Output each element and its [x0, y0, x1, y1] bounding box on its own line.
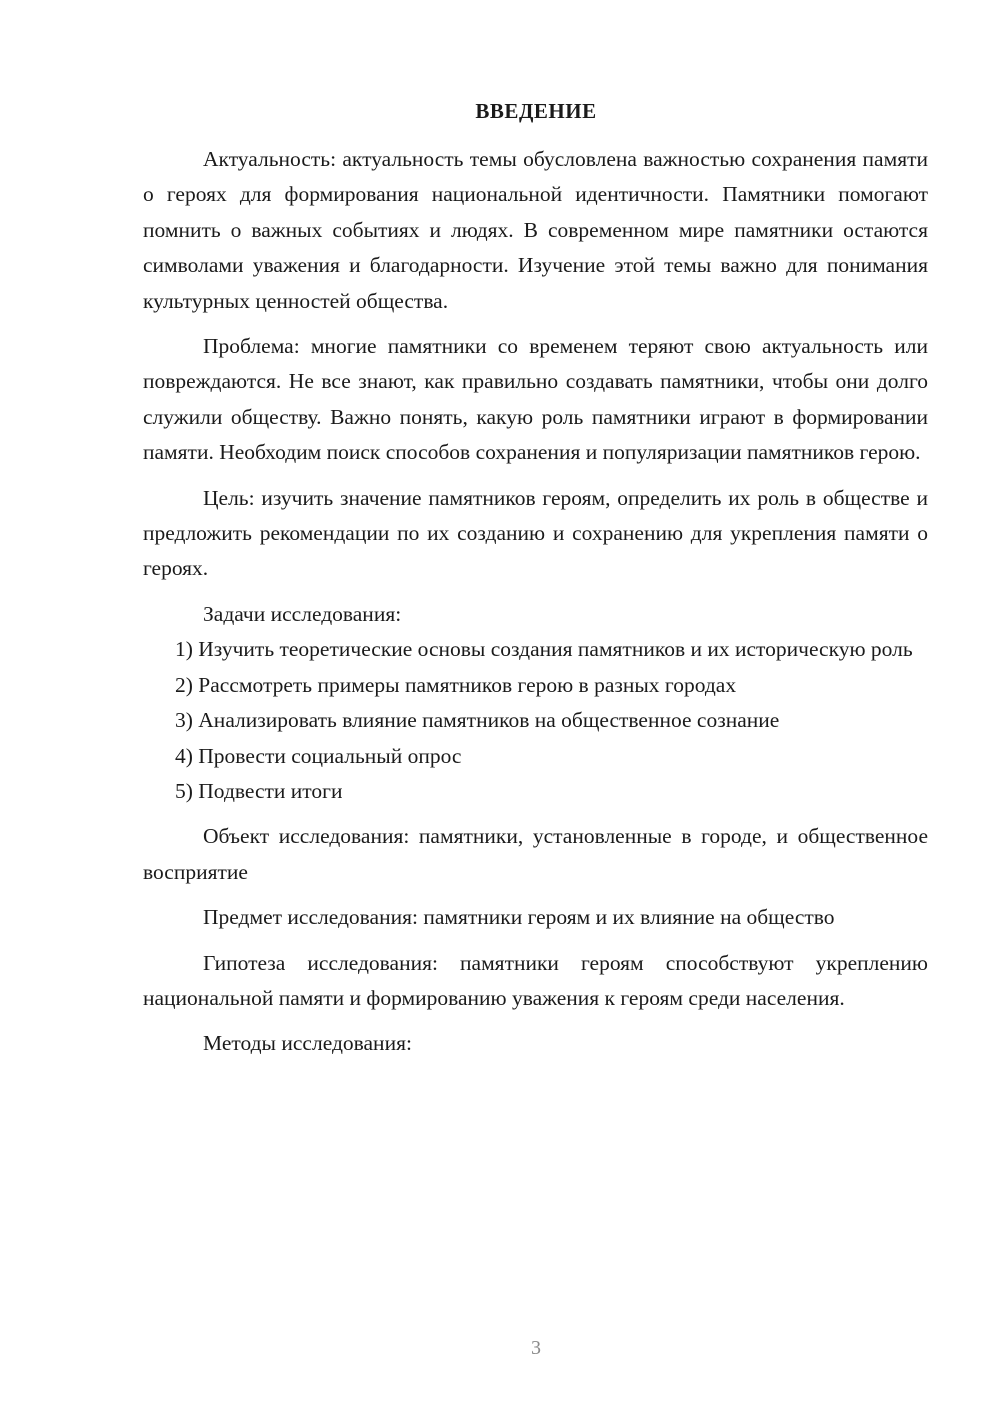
- task-item-1: 1) Изучить теоретические основы создания памятников и их историческую роль: [175, 637, 913, 662]
- paragraph-problem: Проблема: многие памятники со временем теряют свою актуальность или повреждаются. Не все знают, как правильно создавать памятники, чтобы они долго служили обществу. Важно понять, какую роль памятники играют в формировании памяти. Необходим поиск способов сохранения и популяризации памятников герою.: [143, 334, 928, 465]
- document-body: [143, 142, 928, 1062]
- paragraph-goal: Цель: изучить значение памятников героям, определить их роль в обществе и предложить рекомендации по их созданию и сохранению для укрепления памяти о героях.: [143, 485, 928, 581]
- tasks-heading: Задачи исследования:: [203, 601, 402, 626]
- paragraph-hypothesis: Гипотеза исследования: памятники героям способствуют укреплению национальной памяти и формированию уважения к героям среди населения.: [143, 950, 928, 1010]
- methods-heading: Методы исследования:: [203, 1031, 412, 1056]
- paragraph-object: Объект исследования: памятники, установленные в городе, и общественное восприятие: [143, 824, 928, 884]
- task-item-2: 2) Рассмотреть примеры памятников герою в разных городах: [175, 672, 737, 697]
- paragraph-relevance: Актуальность: актуальность темы обусловлена важностью сохранения памяти о героях для формирования национальной идентичности. Памятники помогают помнить о важных событиях и людях. В современном мире памятники остаются символами уважения и благодарности. Изучение этой темы важно для понимания культурных ценностей общества.: [143, 147, 928, 313]
- task-item-5: 5) Подвести итоги: [175, 778, 343, 803]
- section-title: ВВЕДЕНИЕ: [475, 99, 597, 123]
- task-item-3: 3) Анализировать влияние памятников на общественное сознание: [175, 708, 780, 733]
- task-item-4: 4) Провести социальный опрос: [175, 743, 462, 768]
- paragraph-subject: Предмет исследования: памятники героям и их влияние на общество: [203, 905, 835, 930]
- page-number: 3: [531, 1337, 541, 1359]
